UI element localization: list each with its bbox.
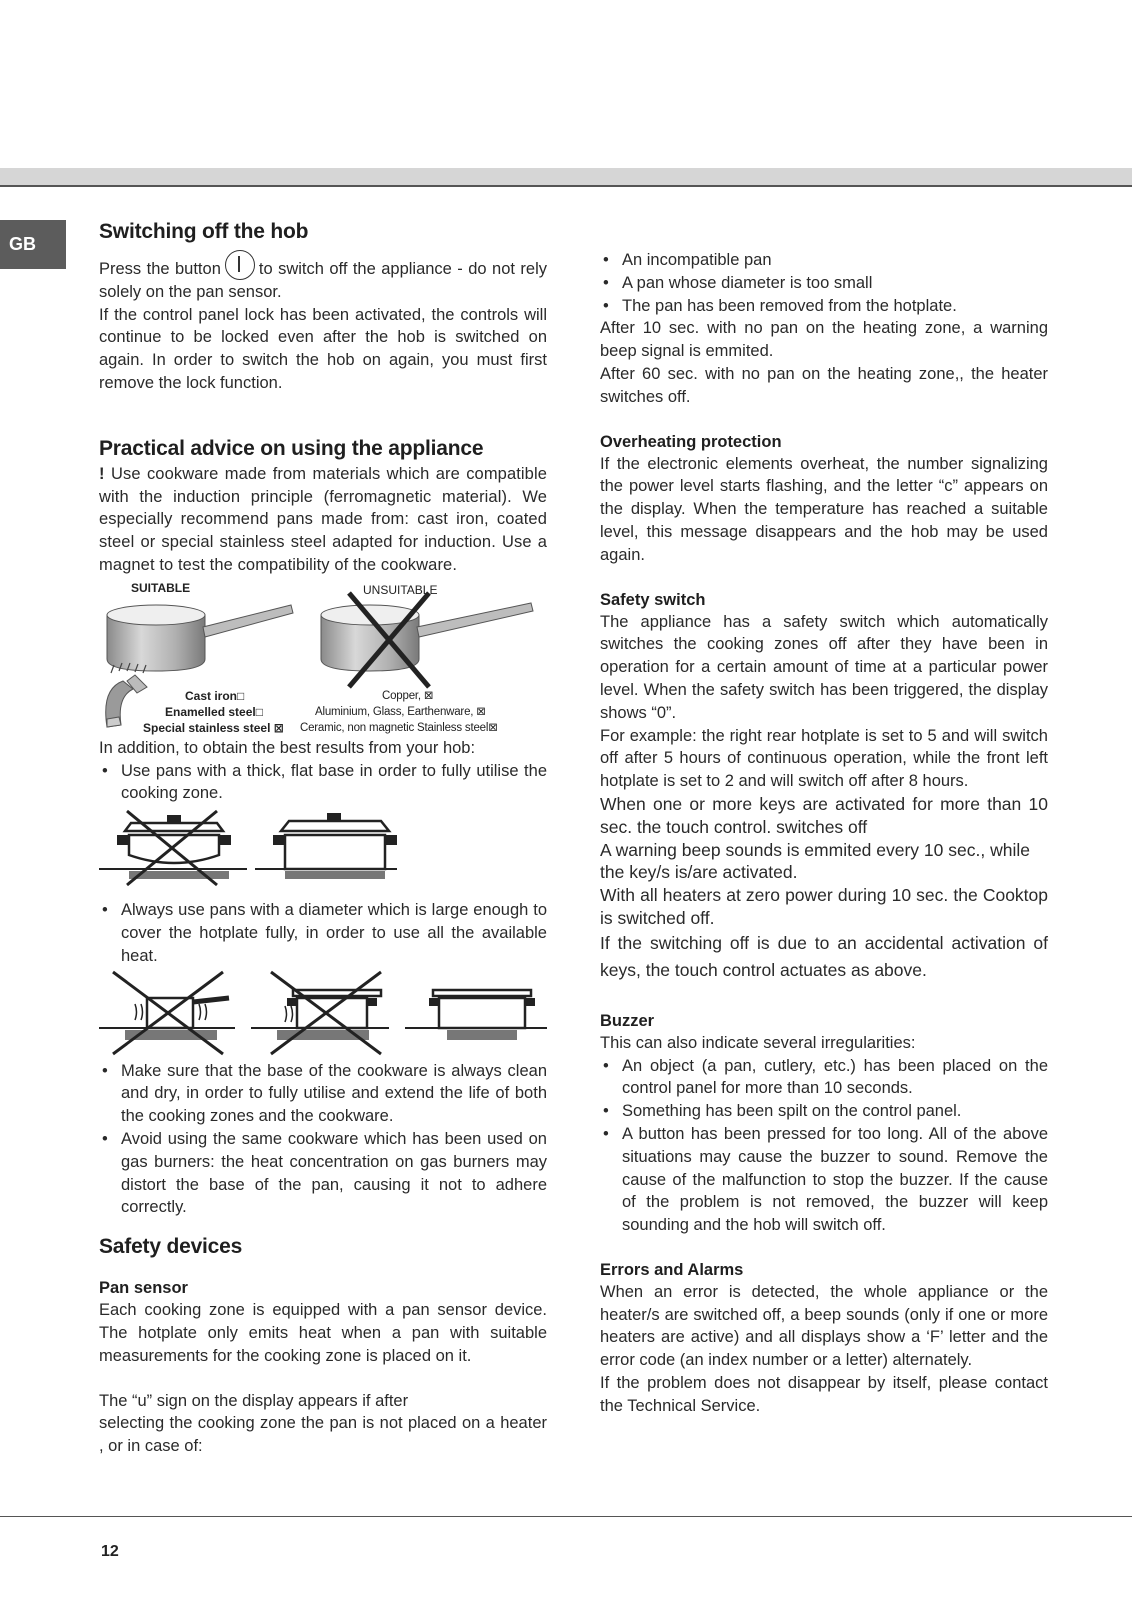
unsuitable-item-3: Ceramic, non magnetic Stainless steel⊠	[300, 721, 498, 734]
advice-list-2	[99, 899, 547, 967]
u-sign-line-2: selecting the cooking zone the pan is not placed on a heater , or in case of:	[99, 1414, 547, 1456]
header-rule	[0, 185, 1132, 187]
u-sign-item-small-diameter: • A pan whose diameter is too small	[600, 272, 1048, 295]
switch-off-title: Switching off the hob	[99, 220, 309, 243]
practical-advice-title: Practical advice on using the appliance	[99, 436, 484, 460]
errors-paragraph-1: When an error is detected, the whole appliance or the heater/s are switched off, a beep sounds (only if one or more heaters are active) and all displays show a ‘F’ letter and the error code (an index number or a letter) alternately.	[600, 1282, 1048, 1370]
safety-switch-paragraph-1: The appliance has a safety switch which automatically switches the cooking zones off after they have been in operation for a certain amount of time at a particular power level. When the safety switch has been triggered, the display shows “0”.	[600, 612, 1048, 722]
safety-switch-paragraph-6: If the switching off is due to an accidental activation of keys, the touch control actuates as above.	[600, 932, 1048, 980]
errors-paragraph-2: If the problem does not disappear by itself, please contact the Technical Service.	[600, 1374, 1048, 1415]
language-tab-label: GB	[9, 234, 36, 254]
buzzer-title: Buzzer	[600, 1011, 655, 1030]
suitable-item-2: Enamelled steel□	[165, 704, 263, 719]
diameter-figure	[99, 968, 547, 1060]
overheating-paragraph: If the electronic elements overheat, the number signalizing the power level starts flashing, and the letter “c” appears on the display. When the temperature has reached a suitable level, this message disappears and the hob may be used again.	[600, 454, 1048, 564]
bad-pan-icon	[99, 811, 247, 885]
pan-sensor-paragraph: Each cooking zone is equipped with a pan sensor device. The hotplate only emits heat when a pan with suitable measurements for the cooking zone is placed on it.	[99, 1301, 547, 1365]
u-sign-list	[600, 249, 1048, 317]
safety-switch-title: Safety switch	[600, 590, 706, 609]
buzzer-intro: This can also indicate several irregularities:	[600, 1033, 916, 1052]
unsuitable-item-1: Copper, ⊠	[382, 689, 434, 702]
u-sign-line-1: The “u” sign on the display appears if after	[99, 1391, 409, 1410]
header-band	[0, 168, 1132, 186]
safety-switch-paragraph-5: With all heaters at zero power during 10 sec. the Cooktop is switched off.	[600, 885, 1048, 928]
left-column	[99, 218, 547, 1458]
flat-base-figure	[99, 805, 547, 895]
safety-switch-paragraph-4: A warning beep sounds is emmited every 10 sec., while the key/s is/are activated.	[600, 839, 1030, 883]
best-results-intro: In addition, to obtain the best results from your hob:	[99, 738, 476, 757]
cookware-suitability-figure	[99, 577, 547, 737]
u-sign-item-removed: • The pan has been removed from the hotplate.	[600, 295, 1048, 318]
right-column	[600, 249, 1048, 1418]
suitable-item-1: Cast iron□	[185, 688, 245, 703]
switch-off-text-after: to switch off the appliance - do not rely solely on the pan sensor.	[99, 260, 547, 301]
u-sign-item-incompatible: • An incompatible pan	[600, 249, 1048, 272]
pan-sensor-title: Pan sensor	[99, 1279, 188, 1298]
buzzer-item-object: • An object (a pan, cutlery, etc.) has been placed on the control panel for more than 10 seconds.	[600, 1055, 1048, 1101]
switch-off-text-before: Press the button	[99, 260, 221, 278]
after-10-sec-paragraph: After 10 sec. with no pan on the heating zone, a warning beep signal is emmited.	[600, 319, 1048, 361]
small-pot-icon	[251, 972, 389, 1054]
footer-rule	[0, 1516, 1132, 1517]
power-button-icon	[225, 250, 255, 280]
advice-list-1	[99, 760, 547, 806]
correct-pot-icon	[405, 990, 547, 1040]
after-60-sec-paragraph: After 60 sec. with no pan on the heating zone,, the heater switches off.	[600, 364, 1048, 406]
warning-mark: !	[99, 464, 105, 483]
errors-title: Errors and Alarms	[600, 1260, 744, 1279]
language-tab	[0, 220, 66, 269]
page-number: 12	[101, 1543, 119, 1560]
buzzer-item-spilt: • Something has been spilt on the control panel.	[600, 1100, 1048, 1123]
suitable-item-3: Special stainless steel ⊠	[143, 720, 284, 735]
magnet-icon	[106, 663, 147, 727]
advice-item-diameter: • Always use pans with a diameter which is large enough to cover the hotplate fully, in order to use all the available heat.	[99, 899, 547, 967]
suitable-pan-icon	[107, 605, 293, 671]
advice-item-gas-burners: • Avoid using the same cookware which has been used on gas burners: the heat concentration on gas burners may distort the base of the pan, causing it not to adhere correctly.	[99, 1128, 547, 1219]
diameter-illustration	[99, 968, 547, 1060]
safety-switch-paragraph-3: When one or more keys are activated for more than 10 sec. the touch control. switches off	[600, 793, 1048, 837]
advice-list-3	[99, 1060, 547, 1220]
suitable-label: SUITABLE	[131, 580, 191, 595]
flat-base-illustration	[99, 805, 547, 895]
overheating-title: Overheating protection	[600, 432, 782, 451]
unsuitable-pan-icon	[321, 603, 533, 671]
advice-item-clean-base: • Make sure that the base of the cookware is always clean and dry, in order to fully utilise and extend the life of both the cooking zones and the cookware.	[99, 1060, 547, 1128]
practical-advice-paragraph	[99, 463, 547, 577]
switch-off-paragraph-1	[99, 250, 547, 304]
safety-switch-paragraph-2: For example: the right rear hotplate is set to 5 and will switch off after 5 hours of continuous operation, while the front left hotplate is set to 2 and will switch off after 8 hours.	[600, 726, 1048, 791]
too-small-pan-icon	[99, 972, 235, 1054]
buzzer-list	[600, 1055, 1048, 1237]
advice-item-thick-base: • Use pans with a thick, flat base in order to fully utilise the cooking zone.	[99, 760, 547, 806]
practical-advice-text: Use cookware made from materials which are compatible with the induction principle (ferromagnetic material). We especially recommend pans made from: cast iron, coated steel or special stainless steel adapted for induction. Use a magnet to test the compatibility of the cookware.	[99, 464, 547, 574]
buzzer-item-pressed: • A button has been pressed for too long. All of the above situations may cause the buzzer to sound. Remove the cause of the malfunction to stop the buzzer. If the cause of the problem is not removed, the buzzer will keep sounding and the hob will switch off.	[600, 1123, 1048, 1237]
safety-devices-title: Safety devices	[99, 1235, 243, 1259]
unsuitable-label: UNSUITABLE	[363, 582, 438, 597]
good-pan-icon	[255, 813, 397, 879]
switch-off-paragraph-2: If the control panel lock has been activated, the controls will continue to be locked even after the hob is switched on again. In order to switch the hob on again, you must first remove the lock function.	[99, 305, 547, 392]
unsuitable-item-2: Aluminium, Glass, Earthenware, ⊠	[315, 705, 486, 718]
